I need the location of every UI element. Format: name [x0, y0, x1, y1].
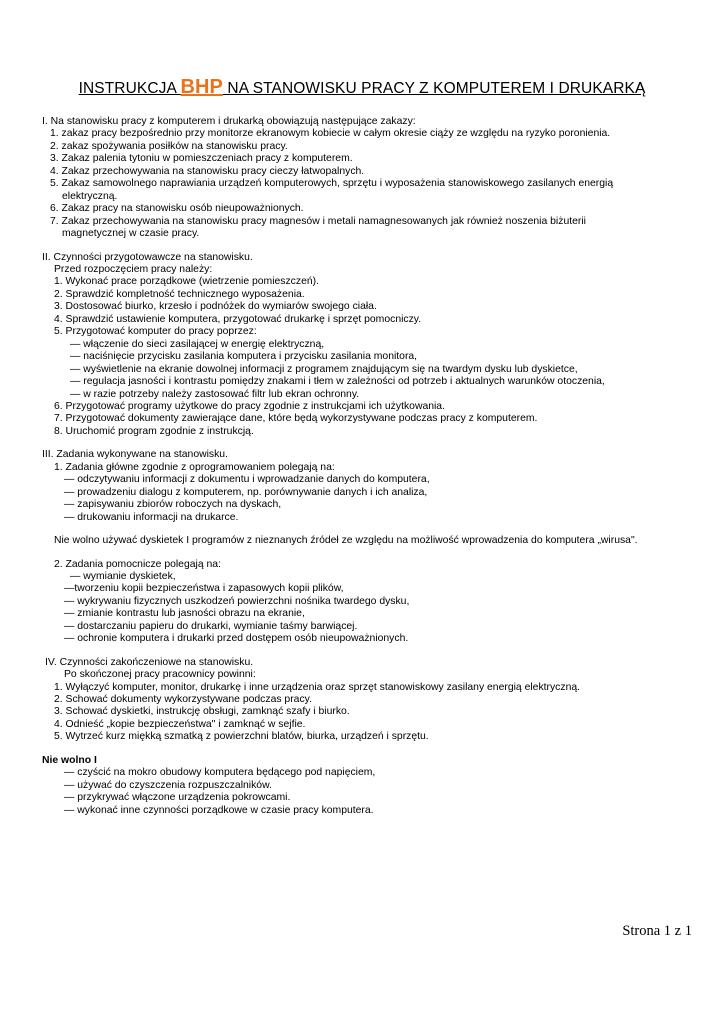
- page-number: Strona 1 z 1: [622, 923, 692, 939]
- sub-list-item: — używać do czyszczenia rozpuszczalników.: [64, 779, 272, 791]
- list-item: 5. Przygotować komputer do pracy poprzez:: [54, 326, 257, 338]
- document-body: [42, 116, 692, 817]
- list-item: 1. zakaz pracy bezpośrednio przy monitorze ekranowym kobiecie w całym okresie ciąży ze względu na ryzyko poronienia.: [50, 128, 611, 140]
- sub-list-item: — wykonać inne czynności porządkowe w czasie pracy komputera.: [64, 804, 374, 816]
- sub-list-item: — włączenie do sieci zasilającej w energię elektryczną,: [70, 338, 325, 350]
- sub-list-item: —tworzeniu kopii bezpieczeństwa i zapasowych kopii plików,: [64, 583, 344, 595]
- list-item: 5. Wytrzeć kurz miękką szmatką z powierzchni blatów, biurka, urządzeń i sprzętu.: [54, 731, 429, 743]
- list-item: 3. Schować dyskietki, instrukcję obsługi, zamknąć szafy i biurko.: [54, 706, 350, 718]
- task-1-heading: 1. Zadania główne zgodnie z oprogramowaniem polegają na:: [54, 461, 335, 473]
- list-item-continuation: elektryczną.: [62, 190, 118, 202]
- section-4-heading: IV. Czynności zakończeniowe na stanowisku.: [45, 656, 254, 668]
- sub-list-item: — prowadzeniu dialogu z komputerem, np. porównywanie danych i ich analiza,: [64, 486, 428, 498]
- sub-list-item: — ochronie komputera i drukarki przed dostępem osób nieupoważnionych.: [64, 633, 409, 645]
- list-item: 7. Przygotować dokumenty zawierające dane, które będą wykorzystywane podczas pracy z komputerem.: [54, 413, 538, 425]
- list-item: 1. Wykonać prace porządkowe (wietrzenie pomieszczeń).: [54, 276, 319, 288]
- prohibitions-heading: Nie wolno I: [42, 754, 97, 766]
- document-title: [0, 76, 724, 99]
- sub-list-item: — wykrywaniu fizycznych uszkodzeń powierzchni nośnika twardego dysku,: [64, 595, 410, 607]
- section-3-heading: III. Zadania wykonywane na stanowisku.: [42, 449, 228, 461]
- list-item: 1. Wyłączyć komputer, monitor, drukarkę i inne urządzenia oraz sprzęt stanowiskowy zasilany energią elektryczną.: [54, 681, 581, 693]
- list-item: 2. zakaz spożywania posiłków na stanowisku pracy.: [50, 140, 288, 152]
- sub-list-item: — zmianie kontrastu lub jasności obrazu na ekranie,: [64, 608, 305, 620]
- list-item: 4. Zakaz przechowywania na stanowisku pracy cieczy łatwopalnych.: [50, 165, 365, 177]
- list-item: 2. Schować dokumenty wykorzystywane podczas pracy.: [54, 694, 312, 706]
- list-item-continuation: magnetycznej w czasie pracy.: [62, 228, 200, 240]
- sub-list-item: — dostarczaniu papieru do drukarki, wymianie taśmy barwiącej.: [64, 620, 358, 632]
- sub-list-item: — zapisywaniu zbiorów roboczych na dyskach,: [64, 499, 282, 511]
- list-item: 7. Zakaz przechowywania na stanowisku pracy magnesów i metali namagnesowanych jak również noszenia biżuterii: [50, 215, 586, 227]
- title-prefix: INSTRUKCJA: [78, 80, 181, 97]
- sub-list-item: — wymianie dyskietek,: [70, 570, 176, 582]
- sub-list-item: — czyścić na mokro obudowy komputera będącego pod napięciem,: [64, 767, 376, 779]
- list-item: 3. Dostosować biurko, krzesło i podnóżek do wymiarów swojego ciała.: [54, 301, 377, 313]
- list-item: 6. Przygotować programy użytkowe do pracy zgodnie z instrukcjami ich użytkowania.: [54, 400, 445, 412]
- section-1-heading: I. Na stanowisku pracy z komputerem i drukarką obowiązują następujące zakazy:: [42, 116, 416, 127]
- task-2-heading: 2. Zadania pomocnicze polegają na:: [54, 558, 221, 570]
- list-item: 3. Zakaz palenia tytoniu w pomieszczeniach pracy z komputerem.: [50, 153, 353, 165]
- sub-list-item: — odczytywaniu informacji z dokumentu i wprowadzanie danych do komputera,: [64, 474, 430, 486]
- list-item: 4. Sprawdzić ustawienie komputera, przygotować drukarkę i sprzęt pomocniczy.: [54, 313, 422, 325]
- list-item: 2. Sprawdzić kompletność technicznego wyposażenia.: [54, 288, 305, 300]
- sub-list-item: — w razie potrzeby należy zastosować filtr lub ekran ochronny.: [70, 388, 360, 400]
- warning-text: Nie wolno używać dyskietek I programów z nieznanych źródeł ze względu na możliwość wprowadzenia do komputera „wirusa".: [54, 535, 638, 547]
- sub-list-item: — drukowaniu informacji na drukarce.: [64, 511, 239, 523]
- list-item: 4. Odnieść „kopie bezpieczeństwa" i zamknąć w sejfie.: [54, 718, 306, 730]
- section-2-heading: II. Czynności przygotowawcze na stanowisku.: [42, 251, 253, 263]
- title-suffix: NA STANOWISKU PRACY Z KOMPUTEREM I DRUKARKĄ: [223, 80, 646, 97]
- list-item: 5. Zakaz samowolnego naprawiania urządzeń komputerowych, sprzętu i wyposażenia stanowiskowego zasilanych energią: [50, 178, 614, 190]
- section-2-subheading: Przed rozpoczęciem pracy należy:: [54, 263, 213, 275]
- sub-list-item: — wyświetlenie na ekranie dowolnej informacji z programem znajdującym się na twardym dysku lub dyskietce,: [70, 363, 578, 375]
- sub-list-item: — przykrywać włączone urządzenia pokrowcami.: [64, 792, 291, 804]
- section-4-subheading: Po skończonej pracy pracownicy powinni:: [64, 669, 256, 681]
- sub-list-item: — regulacja jasności i kontrastu pomiędzy znakami i tłem w zależności od potrzeb i aktualnych warunków otoczenia,: [70, 376, 605, 388]
- title-bhp-highlight: BHP: [180, 76, 223, 98]
- sub-list-item: — naciśnięcie przycisku zasilania komputera i przycisku zasilania monitora,: [70, 351, 418, 363]
- list-item: 6. Zakaz pracy na stanowisku osób nieupoważnionych.: [50, 203, 304, 215]
- list-item: 8. Uruchomić program zgodnie z instrukcją.: [54, 425, 254, 437]
